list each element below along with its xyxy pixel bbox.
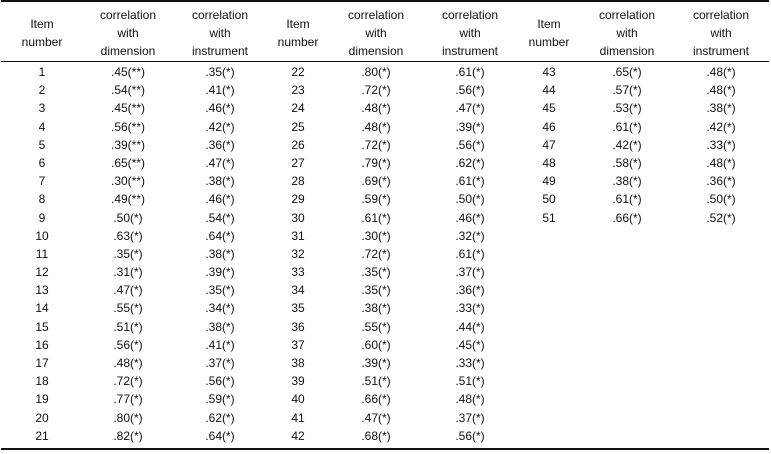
dimension-correlation-cell: .72(*) [361, 83, 391, 98]
instrument-correlation-cell: .35(*) [205, 283, 235, 298]
item-number-cell: 30 [291, 210, 305, 225]
instrument-correlation-cell: .42(*) [706, 119, 736, 134]
item-number-cell: 42 [291, 428, 305, 443]
instrument-correlation-cell: .36(*) [455, 283, 485, 298]
dimension-correlation-cell: .61(*) [612, 192, 642, 207]
instrument-correlation-cell: .50(*) [455, 192, 485, 207]
instrument-correlation-cell: .61(*) [455, 246, 485, 261]
instrument-correlation-cell: .48(*) [706, 65, 736, 79]
item-number-cell: 16 [35, 337, 49, 352]
dimension-correlation-cell: .47(*) [361, 410, 391, 425]
item-number-cell: 39 [291, 374, 305, 389]
instrument-correlation-cell: .33(*) [455, 301, 485, 316]
dimension-correlation-cell: .65(*) [612, 65, 642, 79]
instrument-correlation-cell: .34(*) [205, 301, 235, 316]
dimension-correlation-cell: .49(**) [110, 192, 145, 207]
instrument-correlation-cell: .52(*) [706, 210, 736, 225]
dimension-correlation-cell: .56(**) [110, 119, 145, 134]
table-header-row [1, 6, 769, 60]
instrument-correlation-cell: .56(*) [455, 83, 485, 98]
dimension-correlation-cell: .72(*) [113, 374, 143, 389]
item-number-cell: 2 [38, 83, 46, 98]
instrument-correlation-cell: .61(*) [455, 174, 485, 189]
item-number-cell: 34 [291, 283, 305, 298]
table-bottom-rule [1, 448, 769, 450]
dimension-correlation-cell: .59(*) [361, 192, 391, 207]
instrument-correlation-cell: .44(*) [455, 319, 485, 334]
instrument-correlation-cell: .48(*) [455, 392, 485, 407]
instrument-correlation-cell: .46(*) [205, 192, 235, 207]
instrument-correlation-cell: .64(*) [205, 428, 235, 443]
column-correlation-dimension-2 [329, 63, 423, 445]
dimension-correlation-cell: .48(*) [113, 356, 143, 370]
instrument-correlation-cell: .54(*) [205, 210, 235, 225]
item-number-cell: 23 [291, 83, 305, 98]
instrument-correlation-cell: .38(*) [205, 174, 235, 189]
item-number-cell: 25 [291, 119, 305, 134]
dimension-correlation-cell: .82(*) [113, 428, 143, 443]
item-number-cell: 33 [291, 265, 305, 280]
instrument-correlation-cell: .32(*) [455, 228, 485, 243]
instrument-correlation-cell: .62(*) [205, 410, 235, 425]
item-number-cell: 17 [35, 356, 49, 370]
column-correlation-instrument-1 [173, 63, 267, 445]
dimension-correlation-cell: .51(*) [113, 319, 143, 334]
dimension-correlation-cell: .56(*) [113, 337, 143, 352]
dimension-correlation-cell: .51(*) [361, 374, 391, 389]
table-body [1, 63, 769, 445]
item-number-cell: 6 [38, 155, 46, 170]
dimension-correlation-cell: .72(*) [361, 246, 391, 261]
dimension-correlation-cell: .80(*) [361, 65, 391, 79]
item-number-cell: 46 [542, 119, 556, 134]
instrument-correlation-cell: .38(*) [706, 101, 736, 116]
item-number-cell: 38 [291, 356, 305, 370]
item-number-cell: 10 [35, 228, 49, 243]
dimension-correlation-cell: .58(*) [612, 155, 642, 170]
item-number-cell: 19 [35, 392, 49, 407]
instrument-correlation-cell: .45(*) [455, 337, 485, 352]
instrument-correlation-cell: .48(*) [706, 155, 736, 170]
header-item-number-1: Item number [21, 17, 63, 49]
item-number-cell: 15 [35, 319, 49, 334]
dimension-correlation-cell: .35(*) [113, 246, 143, 261]
item-number-cell: 22 [291, 65, 305, 79]
dimension-correlation-cell: .69(*) [361, 174, 391, 189]
dimension-correlation-cell: .66(*) [612, 210, 642, 225]
instrument-correlation-cell: .51(*) [455, 374, 485, 389]
item-number-cell: 5 [38, 137, 46, 152]
instrument-correlation-cell: .56(*) [205, 374, 235, 389]
dimension-correlation-cell: .30(*) [361, 228, 391, 243]
dimension-correlation-cell: .55(*) [113, 301, 143, 316]
item-number-cell: 21 [35, 428, 49, 443]
instrument-correlation-cell: .33(*) [455, 356, 485, 370]
dimension-correlation-cell: .77(*) [113, 392, 143, 407]
column-correlation-instrument-3 [673, 63, 769, 445]
item-number-cell: 8 [38, 192, 46, 207]
dimension-correlation-cell: .31(*) [113, 265, 143, 280]
item-number-cell: 48 [542, 155, 556, 170]
dimension-correlation-cell: .57(*) [612, 83, 642, 98]
item-number-cell: 45 [542, 101, 556, 116]
item-number-cell: 13 [35, 283, 49, 298]
column-correlation-dimension-1 [83, 63, 173, 445]
item-number-cell: 18 [35, 374, 49, 389]
item-number-cell: 43 [542, 65, 556, 79]
item-number-cell: 12 [35, 265, 49, 280]
header-correlation-instrument-3: correlation with instrument [692, 8, 750, 58]
item-number-cell: 50 [542, 192, 556, 207]
instrument-correlation-cell: .41(*) [205, 337, 235, 352]
item-number-cell: 14 [35, 301, 49, 316]
dimension-correlation-cell: .35(*) [361, 283, 391, 298]
item-number-cell: 3 [38, 101, 46, 116]
dimension-correlation-cell: .48(*) [361, 101, 391, 116]
instrument-correlation-cell: .37(*) [455, 265, 485, 280]
instrument-correlation-cell: .56(*) [455, 137, 485, 152]
item-number-cell: 51 [542, 210, 556, 225]
instrument-correlation-cell: .46(*) [205, 101, 235, 116]
table-top-rule [1, 0, 769, 2]
dimension-correlation-cell: .45(**) [110, 101, 145, 116]
item-number-cell: 49 [542, 174, 556, 189]
instrument-correlation-cell: .46(*) [455, 210, 485, 225]
item-number-cell: 31 [291, 228, 305, 243]
instrument-correlation-cell: .38(*) [205, 319, 235, 334]
item-number-cell: 1 [38, 65, 46, 79]
item-number-cell: 27 [291, 155, 305, 170]
instrument-correlation-cell: .35(*) [205, 65, 235, 79]
header-correlation-instrument-1: correlation with instrument [191, 8, 249, 58]
dimension-correlation-cell: .61(*) [612, 119, 642, 134]
dimension-correlation-cell: .55(*) [361, 319, 391, 334]
instrument-correlation-cell: .64(*) [205, 228, 235, 243]
dimension-correlation-cell: .47(*) [113, 283, 143, 298]
item-number-cell: 37 [291, 337, 305, 352]
instrument-correlation-cell: .39(*) [205, 265, 235, 280]
header-item-number-3: Item number [528, 17, 570, 49]
dimension-correlation-cell: .50(*) [113, 210, 143, 225]
header-correlation-dimension-3: correlation with dimension [598, 8, 656, 58]
instrument-correlation-cell: .36(*) [706, 174, 736, 189]
dimension-correlation-cell: .60(*) [361, 337, 391, 352]
instrument-correlation-cell: .37(*) [455, 410, 485, 425]
dimension-correlation-cell: .66(*) [361, 392, 391, 407]
header-correlation-dimension-2: correlation with dimension [347, 8, 405, 58]
instrument-correlation-cell: .47(*) [455, 101, 485, 116]
instrument-correlation-cell: .62(*) [455, 155, 485, 170]
table-header-rule [1, 61, 769, 62]
dimension-correlation-cell: .30(**) [110, 174, 145, 189]
dimension-correlation-cell: .38(*) [612, 174, 642, 189]
dimension-correlation-cell: .65(**) [110, 155, 145, 170]
header-correlation-dimension-1: correlation with dimension [99, 8, 157, 58]
column-item-number-3 [517, 63, 581, 445]
item-number-cell: 9 [38, 210, 46, 225]
dimension-correlation-cell: .39(**) [110, 137, 145, 152]
dimension-correlation-cell: .79(*) [361, 155, 391, 170]
instrument-correlation-cell: .41(*) [205, 83, 235, 98]
correlation-table [1, 0, 769, 454]
dimension-correlation-cell: .45(**) [110, 65, 145, 79]
item-number-cell: 35 [291, 301, 305, 316]
instrument-correlation-cell: .56(*) [455, 428, 485, 443]
instrument-correlation-cell: .59(*) [205, 392, 235, 407]
item-number-cell: 40 [291, 392, 305, 407]
column-correlation-instrument-2 [423, 63, 517, 445]
item-number-cell: 26 [291, 137, 305, 152]
item-number-cell: 47 [542, 137, 556, 152]
column-item-number-2 [267, 63, 329, 445]
column-correlation-dimension-3 [581, 63, 673, 445]
dimension-correlation-cell: .80(*) [113, 410, 143, 425]
item-number-cell: 36 [291, 319, 305, 334]
dimension-correlation-cell: .53(*) [612, 101, 642, 116]
item-number-cell: 32 [291, 246, 305, 261]
header-correlation-instrument-2: correlation with instrument [441, 8, 499, 58]
instrument-correlation-cell: .39(*) [455, 119, 485, 134]
instrument-correlation-cell: .36(*) [205, 137, 235, 152]
instrument-correlation-cell: .50(*) [706, 192, 736, 207]
instrument-correlation-cell: .37(*) [205, 356, 235, 370]
dimension-correlation-cell: .48(*) [361, 119, 391, 134]
item-number-cell: 24 [291, 101, 305, 116]
instrument-correlation-cell: .61(*) [455, 65, 485, 79]
item-number-cell: 28 [291, 174, 305, 189]
dimension-correlation-cell: .61(*) [361, 210, 391, 225]
item-number-cell: 41 [291, 410, 305, 425]
item-number-cell: 11 [35, 246, 49, 261]
instrument-correlation-cell: .33(*) [706, 137, 736, 152]
item-number-cell: 44 [542, 83, 556, 98]
instrument-correlation-cell: .47(*) [205, 155, 235, 170]
item-number-cell: 20 [35, 410, 49, 425]
header-item-number-2: Item number [277, 17, 319, 49]
instrument-correlation-cell: .48(*) [706, 83, 736, 98]
dimension-correlation-cell: .72(*) [361, 137, 391, 152]
dimension-correlation-cell: .42(*) [612, 137, 642, 152]
item-number-cell: 7 [38, 174, 46, 189]
dimension-correlation-cell: .68(*) [361, 428, 391, 443]
dimension-correlation-cell: .63(*) [113, 228, 143, 243]
column-item-number-1 [1, 63, 83, 445]
dimension-correlation-cell: .35(*) [361, 265, 391, 280]
dimension-correlation-cell: .38(*) [361, 301, 391, 316]
dimension-correlation-cell: .39(*) [361, 356, 391, 370]
instrument-correlation-cell: .42(*) [205, 119, 235, 134]
instrument-correlation-cell: .38(*) [205, 246, 235, 261]
dimension-correlation-cell: .54(**) [110, 83, 145, 98]
item-number-cell: 29 [291, 192, 305, 207]
item-number-cell: 4 [38, 119, 46, 134]
